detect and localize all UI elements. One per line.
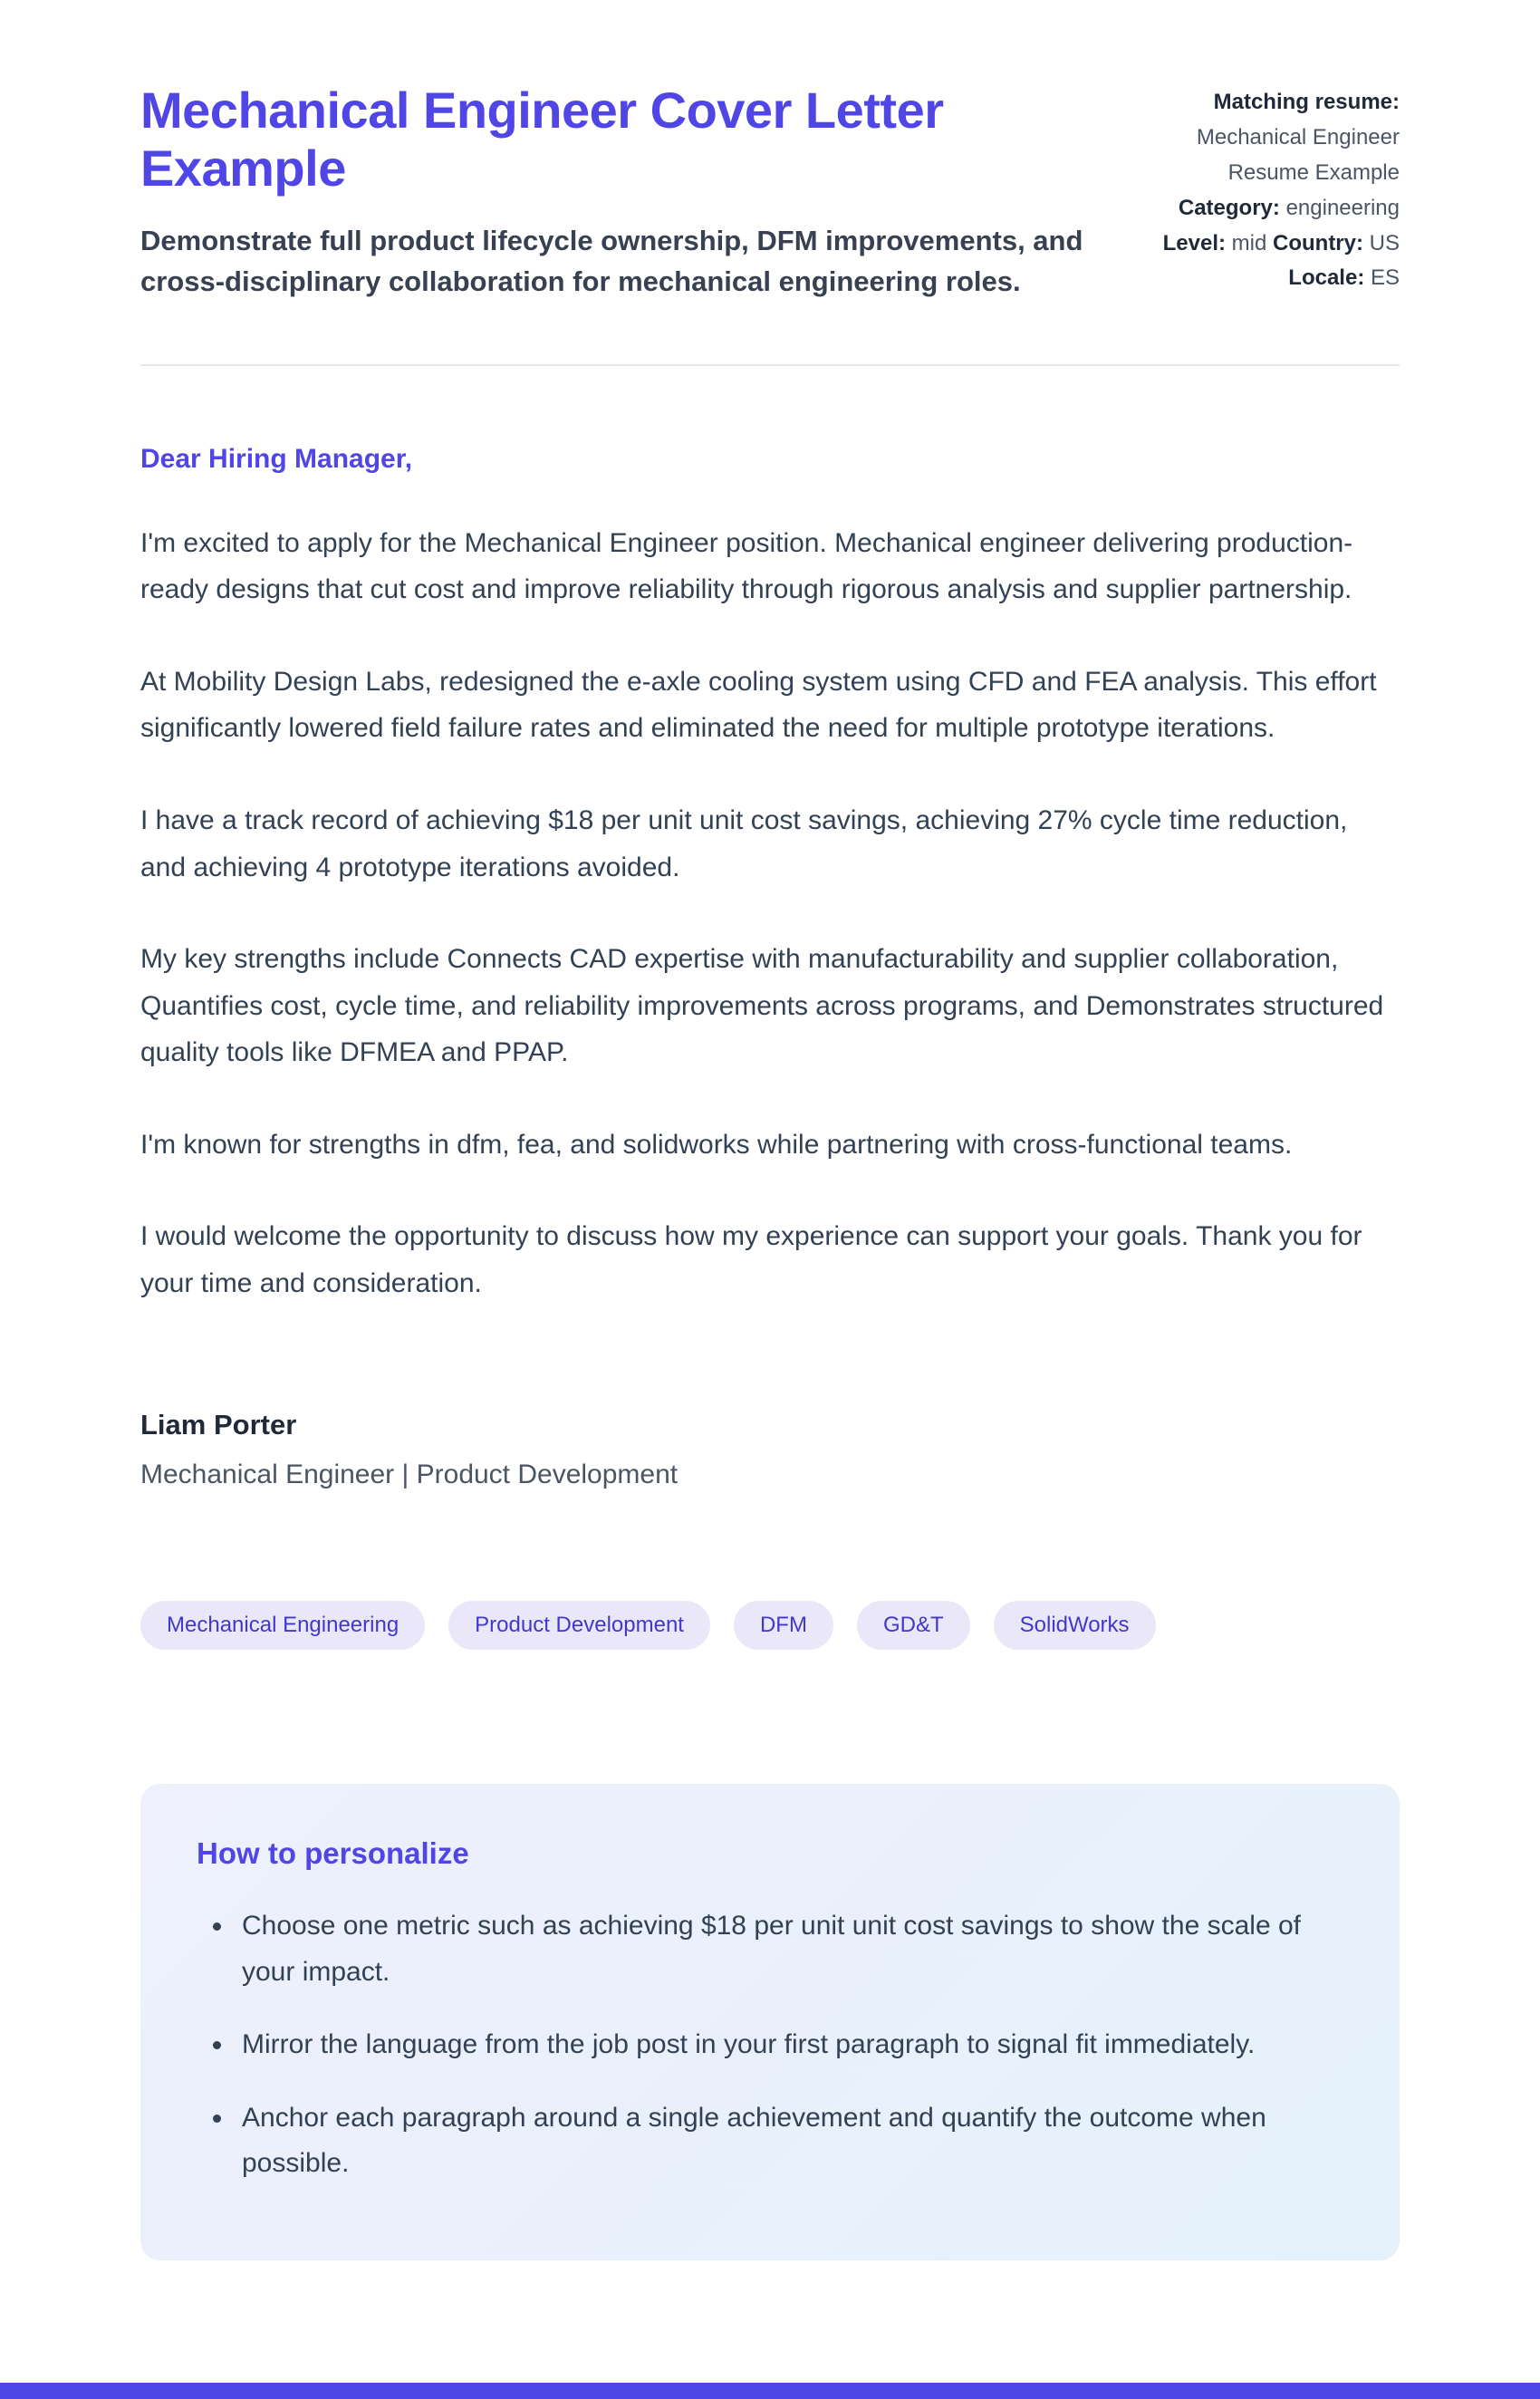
meta-label-category: Category: xyxy=(1178,195,1280,220)
meta-value-level: mid xyxy=(1231,230,1267,255)
meta-label-matching-resume: Matching resume: xyxy=(1213,90,1400,114)
tag-pill-gdt: GD&T xyxy=(857,1601,970,1651)
header-title-block xyxy=(140,82,1119,303)
page-title: Mechanical Engineer Cover Letter Example xyxy=(140,82,944,197)
personalize-bullet-1: • Choose one metric such as achieving $18 per unit unit cost savings to show the scale of your impact. xyxy=(235,1903,1343,1995)
tag-pill-dfm: DFM xyxy=(734,1601,833,1651)
tag-pill-solidworks: SolidWorks xyxy=(994,1601,1156,1651)
meta-value-category: engineering xyxy=(1285,195,1400,220)
letter-paragraph-3: I have a track record of achieving $18 per unit unit cost savings, achieving 27% cycle time reduction, and achieving 4 prototype iterations avoided. xyxy=(140,804,1348,882)
salutation: Dear Hiring Manager, xyxy=(140,443,413,474)
letter-paragraph-6: I would welcome the opportunity to discuss how my experience can support your goals. Thank you for your time and consideration. xyxy=(140,1221,1362,1299)
meta-value-locale: ES xyxy=(1370,265,1400,291)
personalize-callout xyxy=(140,1784,1400,2260)
meta-value-matching-resume: Mechanical Engineer Resume Example xyxy=(1196,124,1400,185)
page-header xyxy=(140,82,1400,303)
page-subtitle: Demonstrate full product lifecycle ownership, DFM improvements, and cross-disciplinary collaboration for mechanical engineering roles. xyxy=(140,224,1083,297)
header-divider xyxy=(140,364,1400,366)
meta-label-level: Level: xyxy=(1162,230,1226,255)
personalize-bullet-list xyxy=(197,1903,1343,2186)
tag-pill-product-development: Product Development xyxy=(448,1601,710,1651)
meta-value-country: US xyxy=(1369,230,1400,255)
letter-paragraph-1: I'm excited to apply for the Mechanical Engineer position. Mechanical engineer delivering production-ready designs that cut cost and improve reliability through rigorous analysis and supplier partnership. xyxy=(140,527,1353,605)
footer-accent-bar xyxy=(0,2383,1540,2399)
tag-list xyxy=(140,1601,1400,1651)
tag-pill-mechanical-engineering: Mechanical Engineering xyxy=(140,1601,425,1651)
letter-paragraph-5: I'm known for strengths in dfm, fea, and solidworks while partnering with cross-functional teams. xyxy=(140,1129,1293,1160)
meta-label-locale: Locale: xyxy=(1288,265,1365,291)
letter-paragraph-2: At Mobility Design Labs, redesigned the e-axle cooling system using CFD and FEA analysis. This effort significantly lowered field failure rates and eliminated the need for multiple prototype iterations. xyxy=(140,666,1377,744)
personalize-bullet-2: • Mirror the language from the job post in your first paragraph to signal fit immediately. xyxy=(235,2022,1343,2067)
personalize-bullet-3: • Anchor each paragraph around a single achievement and quantify the outcome when possible. xyxy=(235,2096,1343,2187)
personalize-title: How to personalize xyxy=(197,1836,469,1871)
letter-paragraph-4: My key strengths include Connects CAD expertise with manufacturability and supplier collaboration, Quantifies cost, cycle time, and reliability improvements across programs, and Demonstrates structured quality tools like DFMEA and PPAP. xyxy=(140,944,1384,1068)
signature-role: Mechanical Engineer | Product Development xyxy=(140,1459,679,1489)
meta-label-country: Country: xyxy=(1273,230,1363,255)
resume-meta-panel xyxy=(1128,85,1400,296)
letter-body xyxy=(140,444,1400,2261)
signature-name: Liam Porter xyxy=(140,1408,297,1440)
